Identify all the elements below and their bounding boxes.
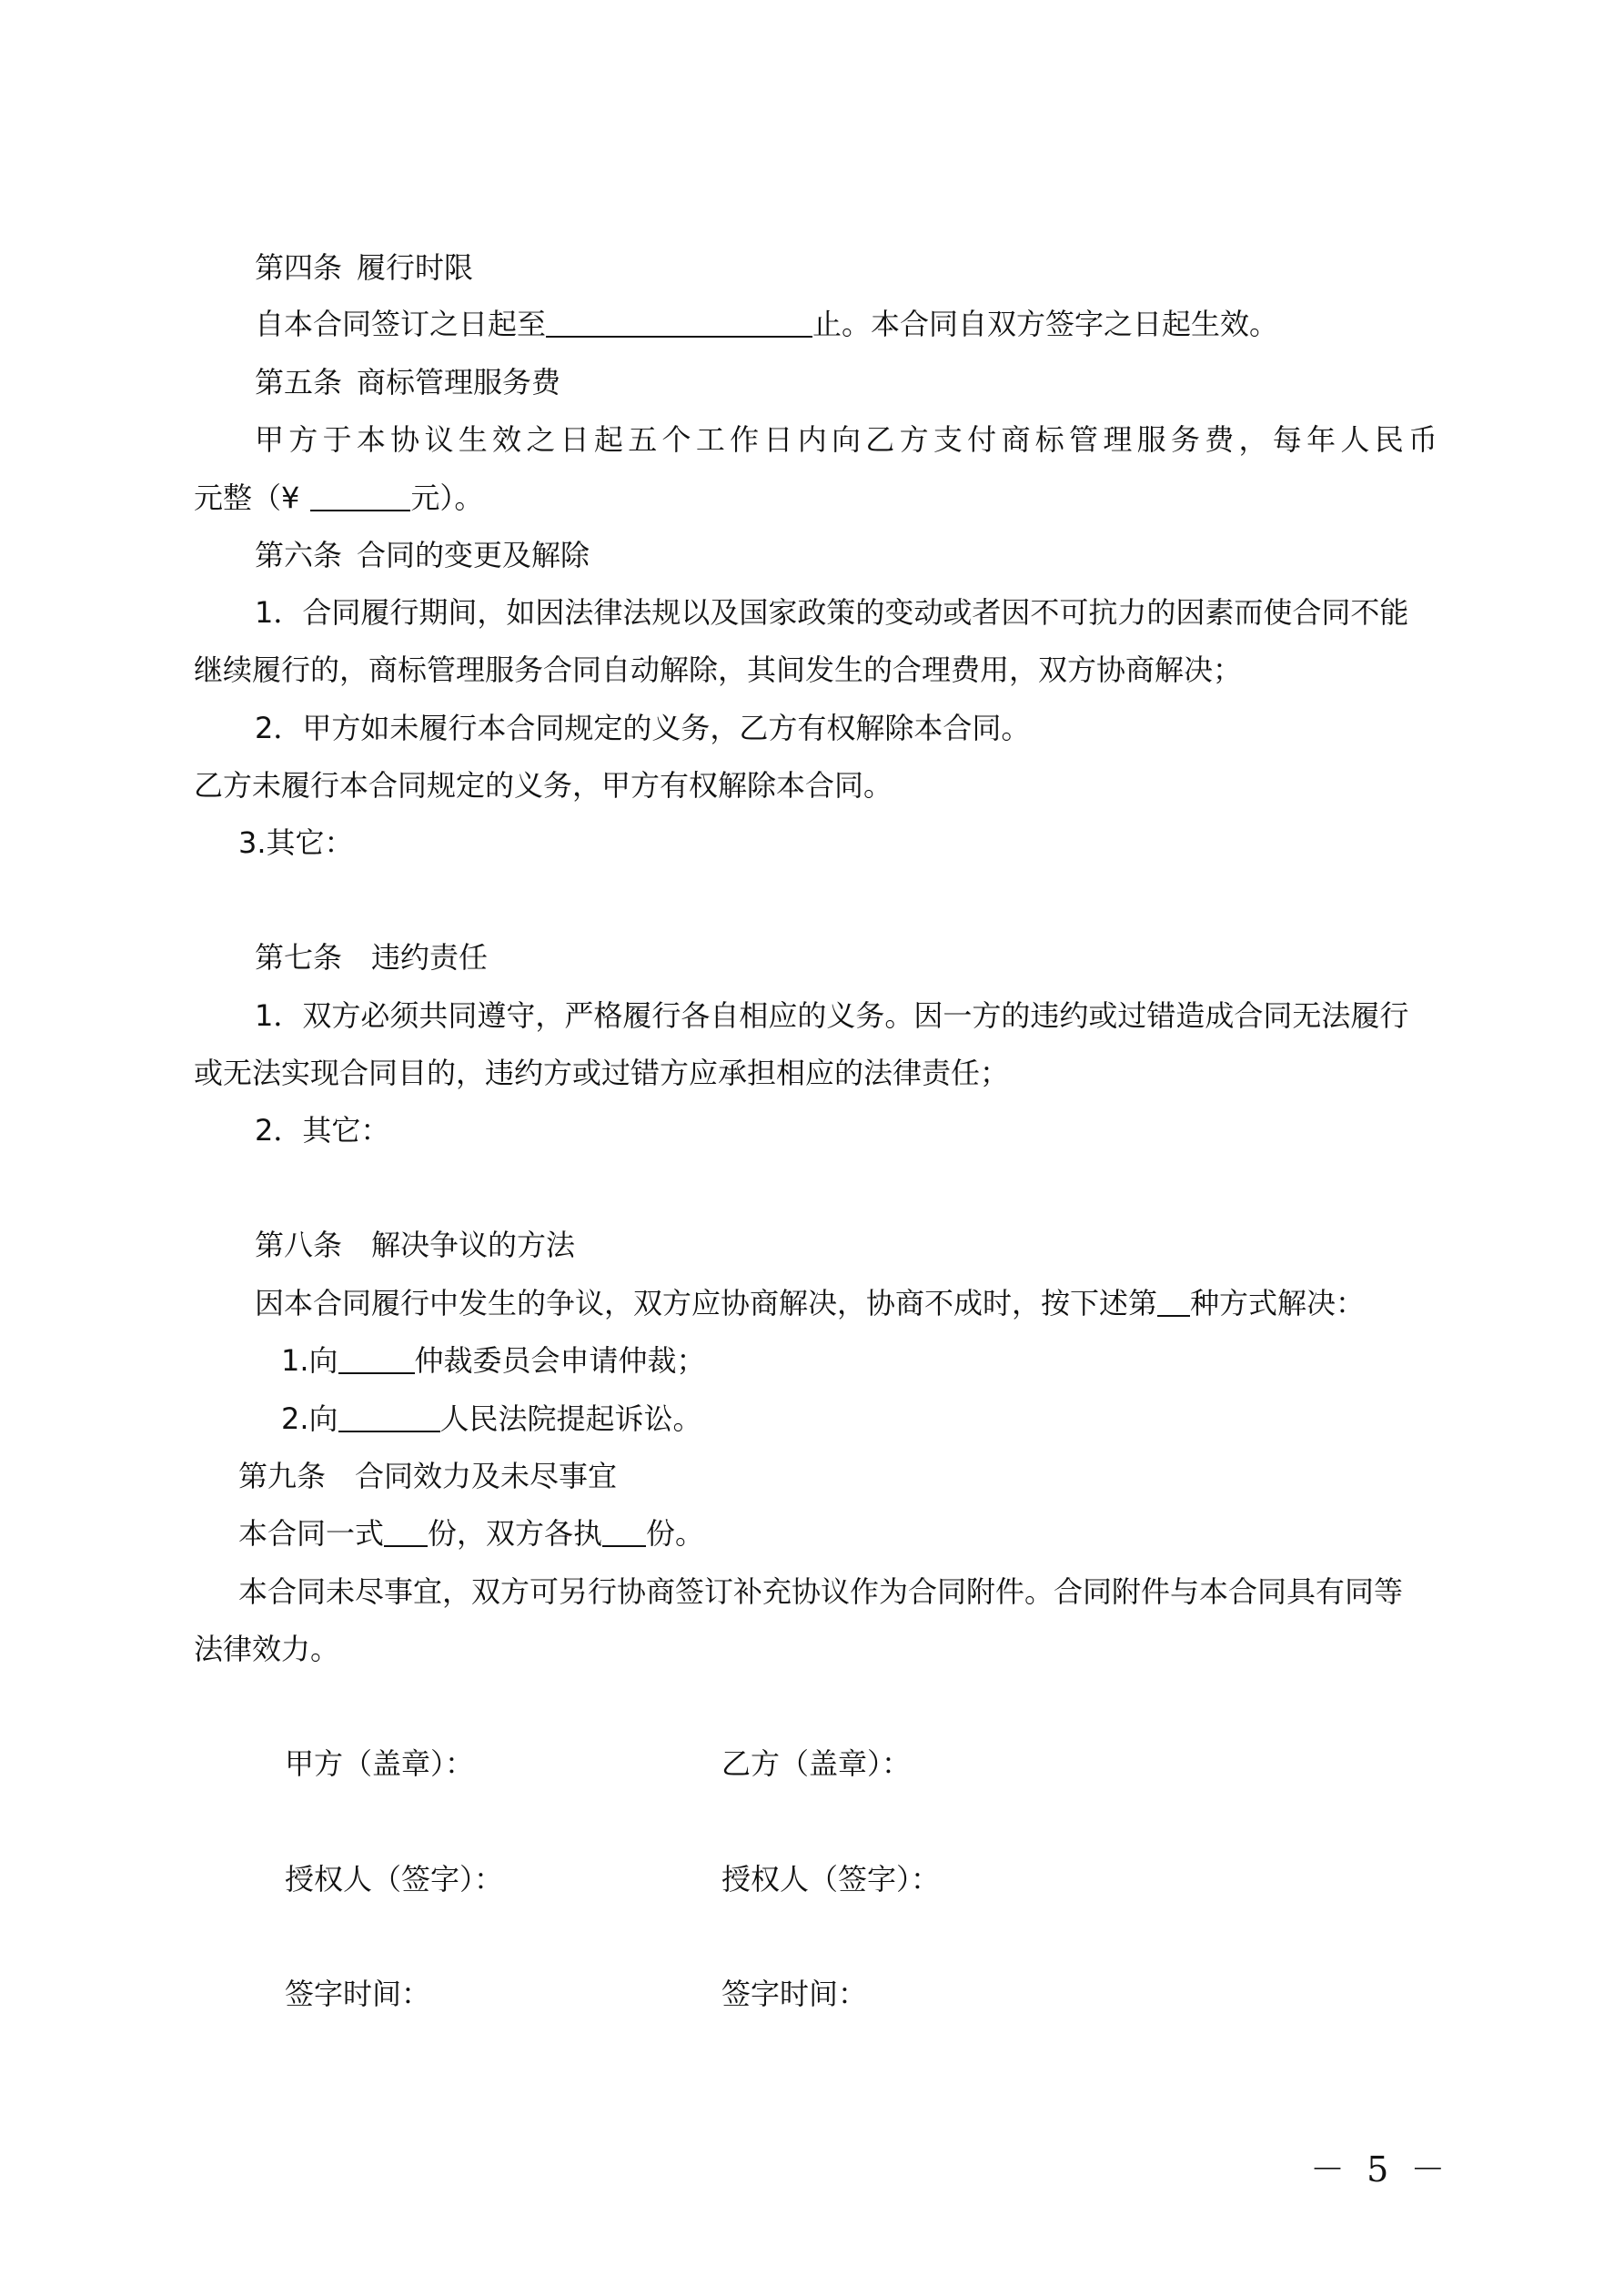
article8-option1	[281, 1340, 706, 1381]
article4-heading	[255, 248, 473, 288]
article7-item1-line2: 或无法实现合同目的，违约方或过错方应承担相应的法律责任；	[194, 1056, 1010, 1090]
article8-intro-before: 因本合同履行中发生的争议，双方应协商解决，协商不成时，按下述第	[255, 1286, 1158, 1320]
article6-heading	[255, 535, 590, 575]
article4-body-before: 自本合同签订之日起至	[255, 307, 547, 341]
article5-heading	[255, 362, 560, 402]
party-b-date-label: 签字时间：	[721, 1977, 868, 2011]
article8-intro	[255, 1283, 1365, 1323]
article9-copies	[238, 1513, 704, 1553]
article4-number: 第四条	[255, 250, 343, 285]
article7-item1-line1: 1．双方必须共同遵守，严格履行各自相应的义务。因一方的违约或过错造成合同无法履行	[255, 998, 1409, 1033]
article6-item1-line1: 1．合同履行期间，如因法律法规以及国家政策的变动或者因不可抗力的因素而使合同不能	[255, 595, 1409, 630]
article6-number: 第六条	[255, 538, 343, 572]
article6-item2-line1: 2．甲方如未履行本合同规定的义务，乙方有权解除本合同。	[255, 711, 1031, 745]
article5-title: 商标管理服务费	[357, 365, 561, 400]
article4-title: 履行时限	[357, 250, 474, 285]
article8-option2	[281, 1399, 702, 1439]
article6-item3: 3.其它：	[238, 825, 354, 860]
article5-fee-before: 元整（¥	[194, 480, 300, 515]
article6-title: 合同的变更及解除	[357, 538, 590, 572]
dispute-method-blank	[1157, 1288, 1190, 1317]
article8-heading	[255, 1225, 575, 1265]
article7-number: 第七条	[255, 940, 343, 975]
article5-body-line1: 甲方于本协议生效之日起五个工作日内向乙方支付商标管理服务费，每年人民币	[255, 422, 1437, 457]
article8-intro-after: 种方式解决：	[1190, 1286, 1366, 1320]
page-number: － 5 －	[1310, 2149, 1451, 2190]
arbitration-committee-blank	[338, 1345, 415, 1374]
article8-option2-after: 人民法院提起诉讼。	[439, 1401, 702, 1436]
article7-title: 违约责任	[371, 940, 489, 975]
party-b-seal-label: 乙方（盖章）：	[721, 1746, 912, 1781]
article8-number: 第八条	[255, 1228, 343, 1262]
court-name-blank	[338, 1403, 440, 1432]
total-copies-blank	[384, 1518, 428, 1547]
article5-fee-after: 元）。	[410, 480, 484, 515]
article9-supplement-line2: 法律效力。	[194, 1632, 340, 1666]
fee-amount-blank	[310, 482, 410, 511]
article5-body-line2	[194, 478, 483, 518]
party-a-seal-label: 甲方（盖章）：	[285, 1746, 475, 1781]
party-a-authorized-label: 授权人（签字）：	[285, 1862, 504, 1896]
article4-body-after: 止。本合同自双方签字之日起生效。	[812, 307, 1279, 341]
article6-item2-line2: 乙方未履行本合同规定的义务，甲方有权解除本合同。	[194, 768, 893, 803]
party-b-authorized-label: 授权人（签字）：	[721, 1862, 941, 1896]
article9-supplement-line1: 本合同未尽事宜，双方可另行协商签订补充协议作为合同附件。合同附件与本合同具有同等	[238, 1574, 1404, 1609]
article8-option2-before: 2.向	[281, 1401, 338, 1436]
article9-title: 合同效力及未尽事宜	[355, 1459, 618, 1493]
article9-copies-middle: 份，双方各执	[428, 1516, 603, 1551]
article9-number: 第九条	[238, 1459, 327, 1493]
party-a-date-label: 签字时间：	[285, 1977, 431, 2011]
article9-heading	[238, 1456, 617, 1496]
article4-body	[255, 304, 1278, 344]
article9-copies-before: 本合同一式	[238, 1516, 385, 1551]
article9-copies-after: 份。	[646, 1516, 705, 1551]
article8-option1-after: 仲裁委员会申请仲裁；	[414, 1343, 706, 1378]
copies-each-blank	[602, 1518, 646, 1547]
article6-item1-line2: 继续履行的，商标管理服务合同自动解除，其间发生的合理费用，双方协商解决；	[194, 652, 1243, 687]
article7-heading	[255, 937, 488, 977]
article8-option1-before: 1.向	[281, 1343, 338, 1378]
article5-number: 第五条	[255, 365, 343, 400]
term-end-date-blank	[546, 308, 812, 338]
article7-item2: 2．其它：	[255, 1113, 390, 1148]
article8-title: 解决争议的方法	[371, 1228, 576, 1262]
